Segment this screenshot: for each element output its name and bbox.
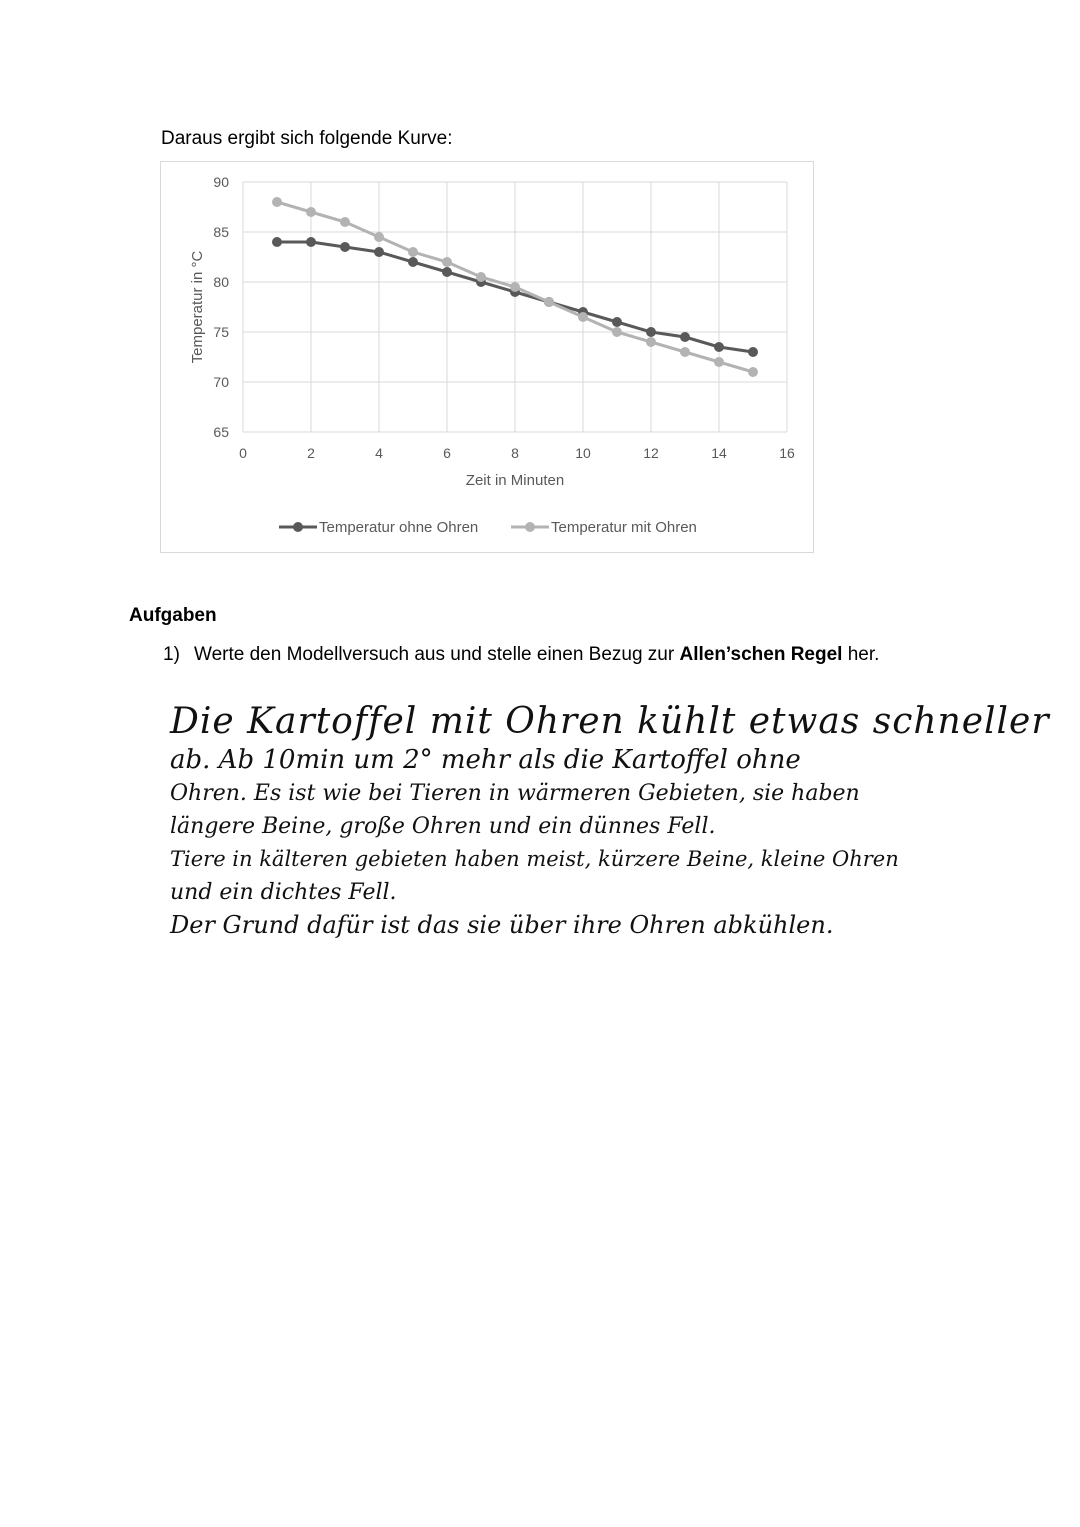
chart-svg	[161, 162, 815, 554]
y-tick-label: 80	[213, 274, 229, 290]
answer-line: ab. Ab 10min um 2° mehr als die Kartoffel ohne	[170, 745, 801, 775]
data-point	[340, 217, 350, 227]
answer-line: Die Kartoffel mit Ohren kühlt etwas schneller	[170, 701, 1050, 742]
task-text-after: her.	[842, 644, 880, 665]
intro-text: Daraus ergibt sich folgende Kurve:	[161, 128, 453, 149]
x-tick-label: 14	[711, 445, 727, 461]
data-point	[374, 232, 384, 242]
y-tick-label: 90	[213, 174, 229, 190]
answer-line: Tiere in kälteren gebieten haben meist, kürzere Beine, kleine Ohren	[170, 847, 899, 871]
legend-label: Temperatur mit Ohren	[551, 519, 697, 536]
x-tick-label: 2	[307, 445, 315, 461]
task-text-bold: Allen’schen Regel	[679, 644, 843, 665]
data-point	[510, 282, 520, 292]
x-tick-label: 8	[511, 445, 519, 461]
data-point	[442, 257, 452, 267]
data-point	[748, 347, 758, 357]
data-point	[306, 207, 316, 217]
task-number: 1)	[163, 644, 180, 665]
tasks-heading: Aufgaben	[129, 605, 217, 626]
x-axis-label: Zeit in Minuten	[465, 472, 565, 489]
x-tick-label: 16	[779, 445, 795, 461]
data-point	[272, 237, 282, 247]
data-point	[714, 357, 724, 367]
data-point	[272, 197, 282, 207]
legend-marker	[525, 522, 535, 532]
x-tick-label: 12	[643, 445, 659, 461]
data-point	[646, 337, 656, 347]
y-axis-label: Temperatur in °C	[189, 250, 206, 364]
data-point	[544, 297, 554, 307]
x-tick-label: 6	[443, 445, 451, 461]
data-point	[714, 342, 724, 352]
answer-line: Ohren. Es ist wie bei Tieren in wärmeren Gebieten, sie haben	[170, 781, 860, 806]
y-tick-label: 75	[213, 324, 229, 340]
x-tick-label: 10	[575, 445, 591, 461]
task-1	[163, 644, 879, 666]
y-tick-label: 65	[213, 424, 229, 440]
data-point	[748, 367, 758, 377]
answer-line: Der Grund dafür ist das sie über ihre Ohren abkühlen.	[170, 911, 834, 939]
data-point	[306, 237, 316, 247]
data-point	[408, 257, 418, 267]
y-tick-label: 70	[213, 374, 229, 390]
data-point	[442, 267, 452, 277]
y-tick-label: 85	[213, 224, 229, 240]
data-point	[476, 272, 486, 282]
task-text-before: Werte den Modellversuch aus und stelle einen Bezug zur	[194, 644, 680, 665]
x-tick-label: 0	[239, 445, 247, 461]
data-point	[646, 327, 656, 337]
legend-label: Temperatur ohne Ohren	[319, 519, 479, 536]
x-tick-label: 4	[375, 445, 383, 461]
data-point	[578, 312, 588, 322]
answer-line: und ein dichtes Fell.	[170, 880, 397, 905]
data-point	[408, 247, 418, 257]
temperature-chart	[160, 161, 814, 553]
data-point	[680, 347, 690, 357]
data-point	[340, 242, 350, 252]
data-point	[374, 247, 384, 257]
data-point	[612, 327, 622, 337]
handwritten-answer	[170, 700, 1050, 942]
data-point	[680, 332, 690, 342]
answer-line: längere Beine, große Ohren und ein dünnes Fell.	[170, 814, 716, 839]
legend-marker	[293, 522, 303, 532]
data-point	[612, 317, 622, 327]
